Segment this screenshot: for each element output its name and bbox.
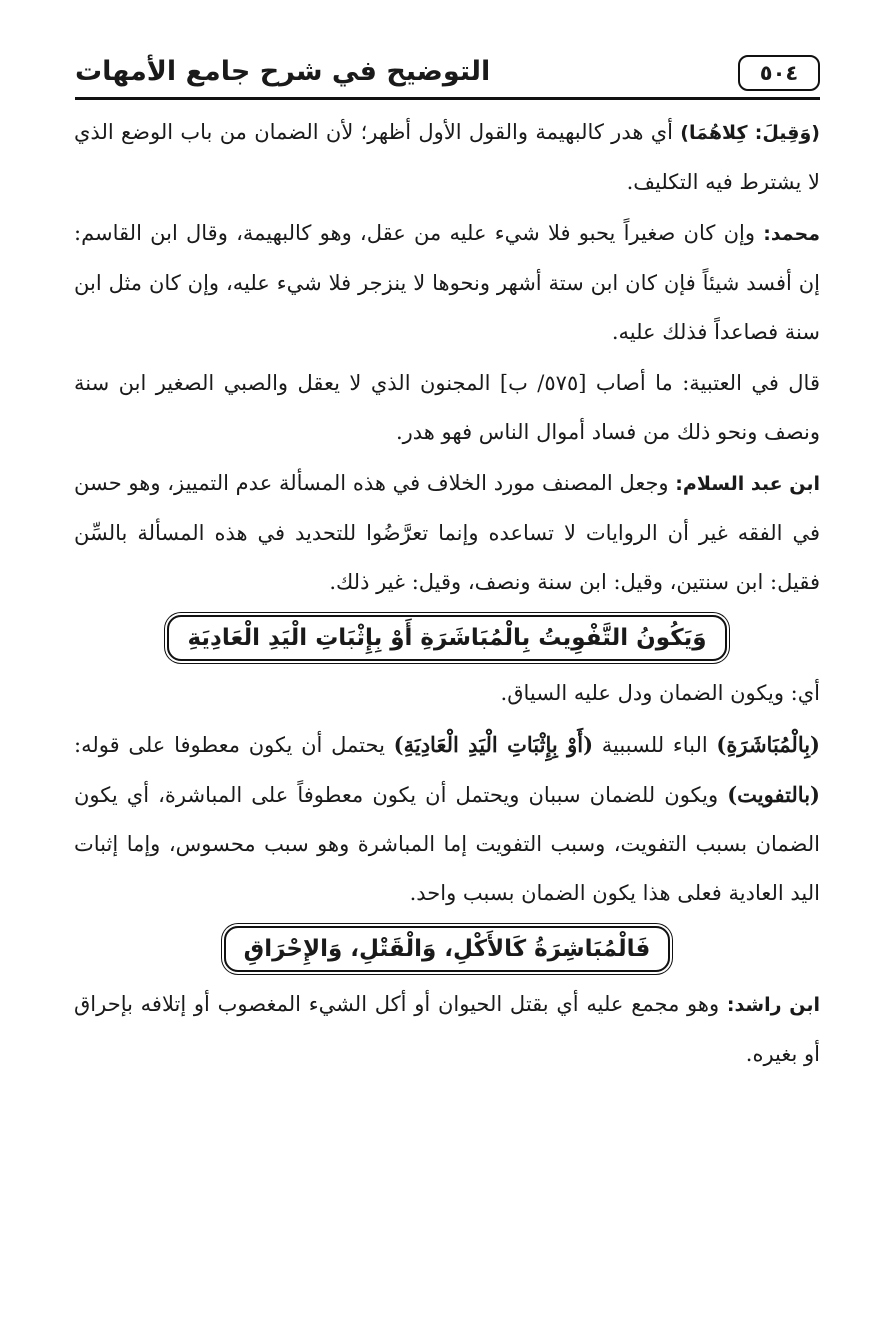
paragraph-text: الباء للسببية bbox=[593, 733, 717, 757]
paragraph-7 bbox=[74, 980, 820, 1079]
book-title: التوضيح في شرح جامع الأمهات bbox=[75, 56, 491, 87]
paragraph-text: أي هدر كالبهيمة والقول الأول أظهر؛ لأن الضمان من باب الوضع الذي لا يشترط فيه التكليف. bbox=[74, 120, 820, 194]
paragraph-text: ويكون للضمان سببان ويحتمل أن يكون معطوفاً على المباشرة، أي يكون الضمان بسبب التفويت، وسبب التفويت إما المباشرة وهو سبب محسوس، وإما إثبات اليد العادية فعلى هذا يكون الضمان بسبب واحد. bbox=[74, 783, 820, 905]
speaker-label: محمد: bbox=[763, 223, 820, 245]
matn-box-1 bbox=[74, 615, 820, 661]
quote-label: (وَقِيلَ: كِلاهُمَا) bbox=[680, 122, 820, 144]
matn-text: فَالْمُبَاشِرَةُ كَالأَكْلِ، وَالْقَتْلِ، وَالإِحْرَاقِ bbox=[224, 926, 671, 972]
paragraph-5 bbox=[74, 669, 820, 718]
page-number: ٥٠٤ bbox=[738, 55, 820, 91]
paragraph-text: يحتمل أن يكون معطوفا على قوله: bbox=[74, 733, 394, 757]
paragraph-4 bbox=[74, 459, 820, 607]
matn-text: وَيَكُونُ التَّفْوِيتُ بِالْمُبَاشَرَةِ أَوْ بِإِثْبَاتِ الْيَدِ الْعَادِيَةِ bbox=[167, 615, 726, 661]
paragraph-6 bbox=[74, 720, 820, 918]
page-header bbox=[75, 52, 820, 98]
header-rule bbox=[75, 97, 820, 100]
paragraph-3 bbox=[74, 359, 820, 457]
paragraph-text: أي: ويكون الضمان ودل عليه السياق. bbox=[500, 681, 820, 705]
paragraph-text: وهو مجمع عليه أي بقتل الحيوان أو أكل الشيء المغصوب أو إتلافه بإحراق أو بغيره. bbox=[74, 992, 820, 1066]
paragraph-2 bbox=[74, 209, 820, 357]
quote-label: (أَوْ بِإِثْبَاتِ الْيَدِ الْعَادِيَةِ) bbox=[393, 732, 594, 757]
quote-label: (بالتفويت) bbox=[727, 782, 820, 807]
speaker-label: ابن راشد: bbox=[726, 994, 820, 1016]
matn-box-2 bbox=[74, 926, 820, 972]
paragraph-text: وإن كان صغيراً يحبو فلا شيء عليه من عقل، وهو كالبهيمة، وقال ابن القاسم: إن أفسد شيئاً فإن كان ابن ستة أشهر ونحوها لا ينزجر فلا شيء عليه، وإن كان مثل ابن سنة فصاعداً فذلك عليه. bbox=[74, 221, 820, 344]
paragraph-text: قال في العتبية: ما أصاب [٥٧٥/ ب] المجنون الذي لا يعقل والصبي الصغير ابن سنة ونصف ونحو ذلك من فساد أموال الناس فهو هدر. bbox=[74, 371, 820, 444]
paragraph-1 bbox=[74, 108, 820, 207]
page-body bbox=[74, 108, 820, 1079]
paragraph-text: وجعل المصنف مورد الخلاف في هذه المسألة عدم التمييز، وهو حسن في الفقه غير أن الروايات لا تساعده وإنما تعرَّضُوا للتحديد في هذه المسألة بالسِّن فقيل: ابن سنتين، وقيل: ابن سنة ونصف، وقيل: غير ذلك. bbox=[74, 471, 820, 594]
quote-label: (بِالْمُبَاشَرَةِ) bbox=[716, 732, 820, 757]
speaker-label: ابن عبد السلام: bbox=[675, 473, 821, 495]
